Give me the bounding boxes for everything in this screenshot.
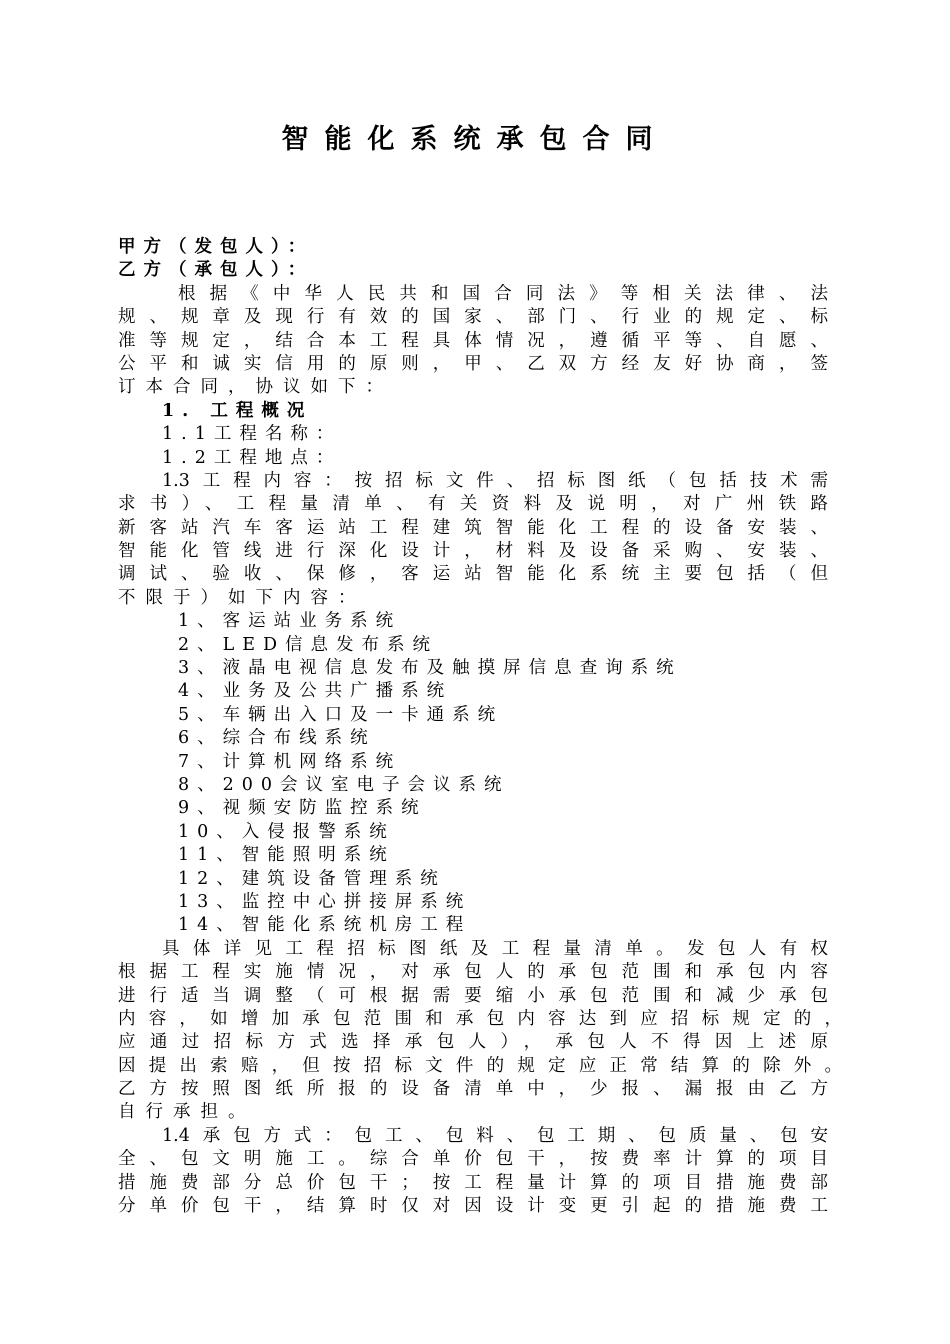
preamble-line: 公平和诚实信用的原则，甲、乙双方经友好协商，签 — [118, 353, 828, 374]
section-heading: 1. 工程概况 — [162, 400, 313, 421]
list-item: 12、建筑设备管理系统 — [178, 868, 446, 889]
list-item: 10、入侵报警系统 — [178, 821, 395, 842]
party-a-label: 甲方（发包人）： — [118, 237, 314, 257]
project-name-label: 1.1工程名称： — [162, 424, 342, 445]
details-line: 应通过招标方式选择承包人），承包人不得因上述原 — [118, 1032, 828, 1053]
details-line: 因提出索赔，但按招标文件的规定应正常结算的除外。 — [118, 1055, 842, 1076]
preamble-paragraph — [118, 283, 828, 400]
list-item: 7、计算机网络系统 — [178, 751, 402, 772]
content-line: 新客站汽车客运站工程建筑智能化工程的设备安装、 — [118, 517, 828, 538]
method-line: 全、包文明施工。综合单价包干，按费率计算的项目 — [118, 1149, 828, 1170]
project-content-paragraph — [118, 470, 828, 610]
contract-title: 智能化系统承包合同 — [281, 124, 669, 155]
preamble-line: 根据《中华人民共和国合同法》等相关法律、法 — [178, 283, 828, 304]
content-line: 不限于）如下内容： — [118, 587, 366, 608]
project-location-label: 1.2工程地点： — [162, 447, 342, 468]
contract-body — [118, 236, 842, 1218]
list-item: 4、业务及公共广播系统 — [178, 681, 453, 702]
preamble-line: 订本合同，协议如下： — [118, 377, 393, 398]
content-line: 智能化管线进行深化设计，材料及设备采购、安装、 — [118, 541, 828, 562]
list-item: 9、视频安防监控系统 — [178, 798, 427, 819]
preamble-line: 准等规定，结合本工程具体情况，遵循平等、自愿、 — [118, 330, 828, 351]
method-line: 措施费部分总价包干；按工程量计算的项目措施费部 — [118, 1172, 828, 1193]
details-line: 乙方按照图纸所报的设备清单中，少报、漏报由乙方 — [118, 1079, 828, 1100]
list-item: 6、综合布线系统 — [178, 728, 376, 749]
details-line: 进行适当调整（可根据需要缩小承包范围和减少承包 — [118, 985, 828, 1006]
content-line: 1.3工程内容：按招标文件、招标图纸（包括技术需 — [162, 470, 828, 491]
details-line: 根据工程实施情况，对承包人的承包范围和承包内容 — [118, 962, 828, 983]
method-line: 分单价包干，结算时仅对因设计变更引起的措施费工 — [118, 1196, 828, 1217]
list-item: 1、客运站业务系统 — [178, 611, 402, 632]
preamble-line: 规、规章及现行有效的国家、部门、行业的规定、标 — [118, 307, 828, 328]
list-item: 5、车辆出入口及一卡通系统 — [178, 704, 504, 725]
details-line: 内容，如增加承包范围和承包内容达到应招标规定的， — [118, 1008, 842, 1029]
list-item: 2、LED信息发布系统 — [178, 634, 439, 655]
systems-list — [118, 610, 828, 937]
contract-method-paragraph — [118, 1125, 828, 1219]
list-item: 3、液晶电视信息发布及触摸屏信息查询系统 — [178, 658, 682, 679]
list-item: 11、智能照明系统 — [178, 845, 395, 866]
party-b-label: 乙方（承包人）： — [118, 260, 314, 281]
list-item: 13、监控中心拼接屏系统 — [178, 891, 472, 912]
list-item: 14、智能化系统机房工程 — [178, 915, 472, 936]
list-item: 8、200会议室电子会议系统 — [178, 774, 510, 795]
details-line: 自行承担。 — [118, 1102, 256, 1123]
content-line: 调试、验收、保修，客运站智能化系统主要包括（但 — [118, 564, 828, 585]
method-line: 1.4承包方式：包工、包料、包工期、包质量、包安 — [162, 1125, 828, 1146]
details-line: 具体详见工程招标图纸及工程量清单。发包人有权 — [162, 938, 828, 959]
details-paragraph — [118, 938, 842, 1125]
content-line: 求书）、工程量清单、有关资料及说明，对广州铁路 — [118, 494, 828, 515]
